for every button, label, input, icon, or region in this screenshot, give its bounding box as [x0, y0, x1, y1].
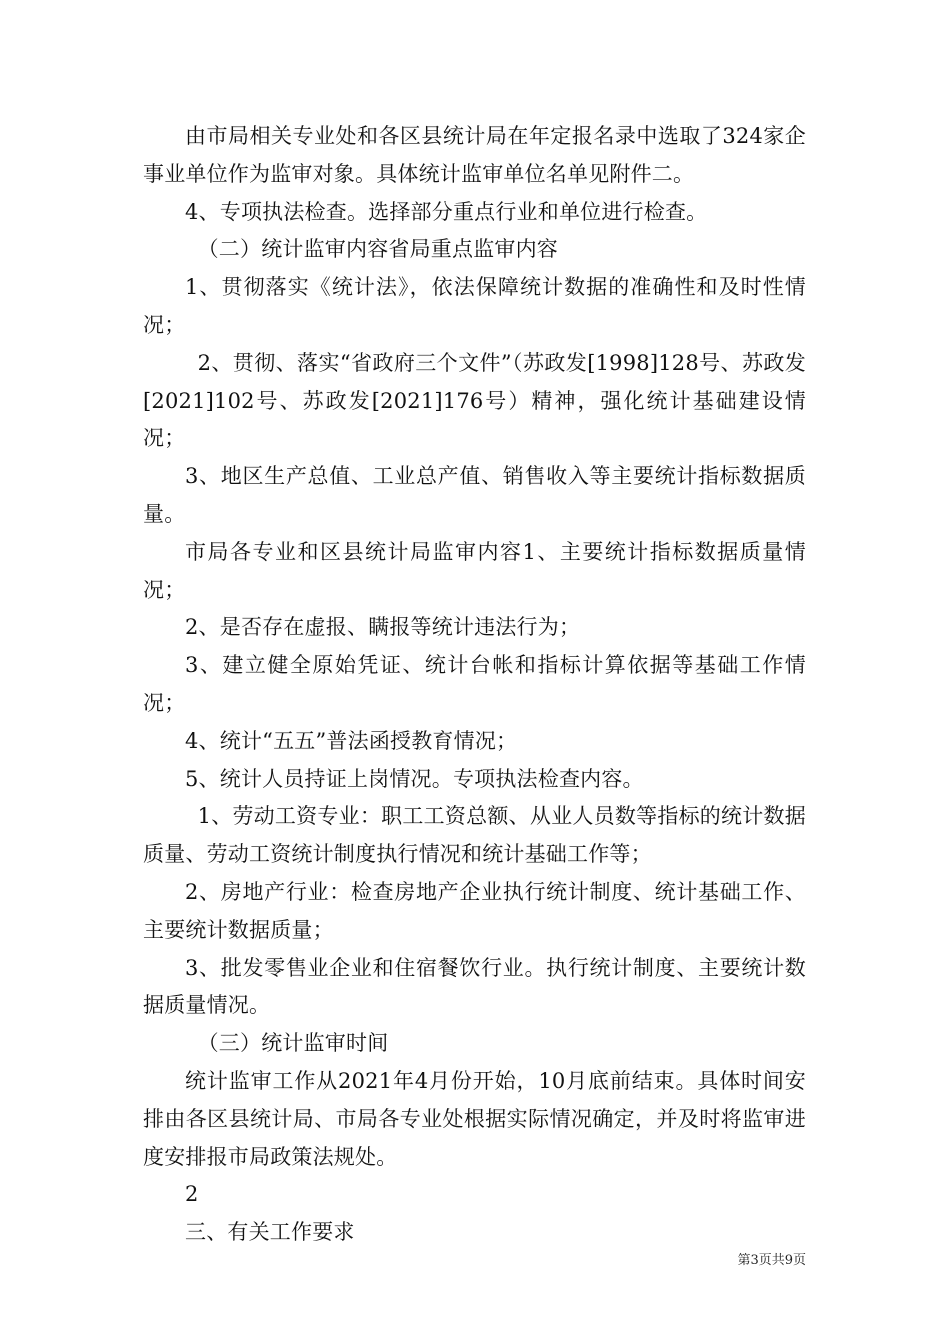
section-heading: （三）统计监审时间: [197, 1031, 389, 1056]
paragraph: 3、建立健全原始凭证、统计台帐和指标计算依据等基础工作情况；: [143, 653, 806, 715]
page-footer: 第3页共9页: [737, 1253, 806, 1268]
section-heading: 三、有关工作要求: [185, 1220, 355, 1245]
paragraph: 2、是否存在虚报、瞒报等统计违法行为；: [185, 615, 581, 640]
paragraph: 市局各专业和区县统计局监审内容1、主要统计指标数据质量情况；: [143, 539, 806, 602]
section-heading: （二）统计监审内容省局重点监审内容: [197, 237, 558, 262]
paragraph: 4、专项执法检查。选择部分重点行业和单位进行检查。: [185, 199, 708, 224]
paragraph: 1、贯彻落实《统计法》，依法保障统计数据的准确性和及时性情况；: [143, 275, 806, 337]
paragraph: 2、房地产行业：检查房地产企业执行统计制度、统计基础工作、主要统计数据质量；: [143, 879, 806, 942]
paragraph: 统计监审工作从2021年4月份开始，10月底前结束。具体时间安排由各区县统计局、市局各专业处根据实际情况确定，并及时将监审进度安排报市局政策法规处。: [143, 1068, 806, 1169]
body-text: [143, 118, 806, 1252]
page-number-inline: 2: [185, 1182, 199, 1207]
paragraph: 3、批发零售业企业和住宿餐饮行业。执行统计制度、主要统计数据质量情况。: [143, 955, 806, 1018]
paragraph: 4、统计“五五”普法函授教育情况；: [185, 728, 518, 753]
paragraph: 5、统计人员持证上岗情况。专项执法检查内容。: [185, 766, 644, 791]
paragraph: 2、贯彻、落实“省政府三个文件”（苏政发[1998]128号、苏政发[2021]102号、苏政发[2021]176号）精神，强化统计基础建设情况；: [143, 350, 806, 451]
paragraph: 3、地区生产总值、工业总产值、销售收入等主要统计指标数据质量。: [143, 464, 806, 526]
paragraph: 由市局相关专业处和各区县统计局在年定报名录中选取了324家企事业单位作为监审对象。具体统计监审单位名单见附件二。: [143, 124, 806, 186]
paragraph: 1、劳动工资专业：职工工资总额、从业人员数等指标的统计数据质量、劳动工资统计制度执行情况和统计基础工作等；: [143, 804, 806, 867]
